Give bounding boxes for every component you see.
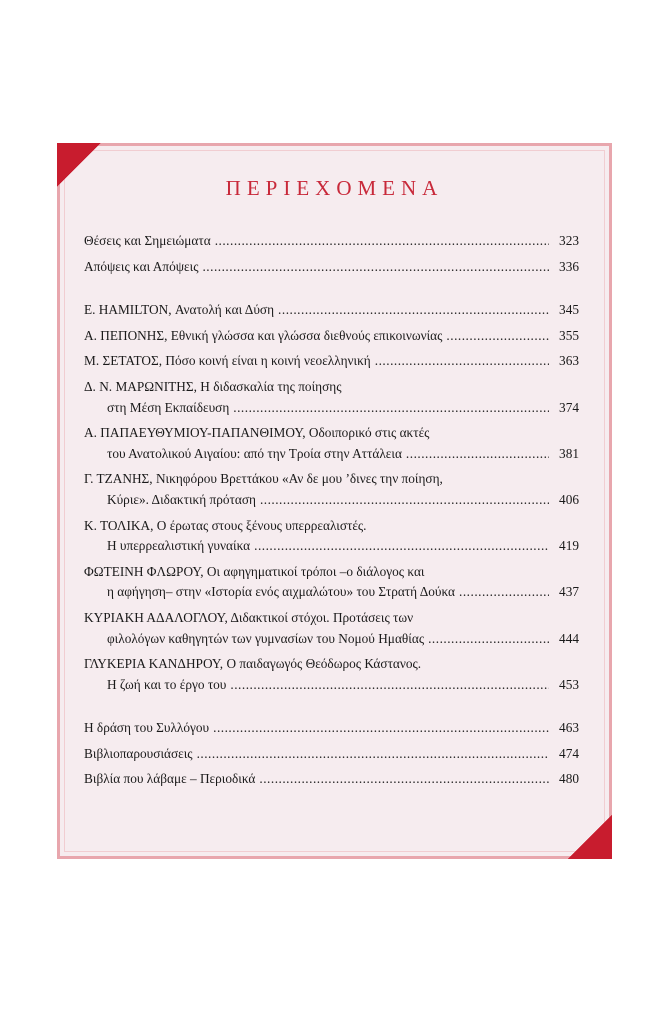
toc-entry-text: Δ. Ν. ΜΑΡΩΝΙΤΗΣ, Η διδασκαλία της ποίησης [84,378,342,394]
dot-leader [260,490,549,511]
toc-entry-line [84,351,579,372]
page-title: ΠΕΡΙΕΧΟΜΕΝΑ [225,176,444,200]
dot-leader [375,351,549,372]
toc-entry-line [84,654,579,675]
toc-entry-line [84,490,579,511]
toc-entry-text: Γ. ΤΖΑΝΗΣ, Νικηφόρου Βρεττάκου «Αν δε μου ’δινες την ποίηση, [84,471,443,487]
toc-entry-text: ΦΩΤΕΙΝΗ ΦΛΩΡΟΥ, Οι αφηγηματικοί τρόποι –ο διάλογος και [84,563,425,579]
toc-entry-text: στη Μέση Εκπαίδευση [107,399,230,415]
toc-entry-text: Μ. ΣΕΤΑΤΟΣ, Πόσο κοινή είναι η κοινή νεοελληνική [84,353,371,369]
dot-leader [278,300,549,321]
toc-entry-line [84,744,579,765]
toc-entry[interactable] [84,377,579,418]
dot-leader [213,718,549,739]
dot-leader [230,675,549,696]
toc-entry-line [84,257,579,278]
toc-entry-line [84,536,579,557]
toc-entry-text: ΚΥΡΙΑΚΗ ΑΔΑΛΟΓΛΟΥ, Διδακτικοί στόχοι. Προτάσεις των [84,609,414,625]
page-number: 444 [559,630,579,646]
toc-entry-line [84,231,579,252]
dot-leader [215,231,549,252]
toc-entry[interactable] [84,257,579,278]
page-number: 355 [559,327,579,343]
toc-entry[interactable] [84,608,579,649]
toc-entry-text: Βιβλιοπαρουσιάσεις [84,745,193,761]
dot-leader [259,769,549,790]
toc-entry-line [84,769,579,790]
toc-entry-line [84,608,579,629]
toc-entry-line [84,398,579,419]
dot-leader [202,257,549,278]
toc-entry[interactable] [84,423,579,464]
toc-entry[interactable] [84,654,579,695]
toc-entry[interactable] [84,469,579,510]
corner-ornament-bottom-right [568,815,612,859]
toc-entry-line [84,377,579,398]
page-number: 474 [559,745,579,761]
dot-leader [406,444,549,465]
page-number: 323 [559,233,579,248]
dot-leader [459,582,549,603]
toc-entry-text: Η δράση του Συλλόγου [84,720,210,736]
page-number: 374 [559,399,579,415]
toc-entry-text: ΓΛΥΚΕΡΙΑ ΚΑΝΔΗΡΟΥ, Ο παιδαγωγός Θεόδωρος Κάστανος. [84,656,422,672]
toc-entry[interactable] [84,351,579,372]
toc-group [84,300,579,695]
toc-entry-line [84,675,579,696]
page-number: 437 [559,584,579,600]
contents-panel [57,143,612,859]
toc-entry-line [84,582,579,603]
toc-entry[interactable] [84,300,579,321]
toc-entry-text: Θέσεις και Σημειώματα [84,233,211,248]
toc-entry-text: Απόψεις και Απόψεις [84,258,199,274]
toc-entry-text: Κύριε». Διδακτική πρόταση [107,491,256,507]
dot-leader [446,326,549,347]
table-of-contents [84,231,579,813]
page-number: 363 [559,353,579,369]
toc-entry-text: φιλολόγων καθηγητών των γυμνασίων του Νομού Ημαθίας [107,630,425,646]
page-number: 381 [559,445,579,461]
page-number: 463 [559,720,579,736]
toc-entry-line [84,300,579,321]
toc-entry[interactable] [84,516,579,557]
toc-entry-text: Α. ΠΕΠΟΝΗΣ, Εθνική γλώσσα και γλώσσα διεθνούς επικοινωνίας [84,327,443,343]
toc-entry-text: Η υπερρεαλιστική γυναίκα [107,538,251,554]
toc-entry-text: Ε. HAMILTON, Ανατολή και Δύση [84,302,275,318]
toc-group [84,231,579,277]
page-number: 406 [559,491,579,507]
page-number: 453 [559,676,579,692]
toc-entry[interactable] [84,718,579,739]
toc-entry-line [84,562,579,583]
dot-leader [254,536,549,557]
toc-entry-line [84,444,579,465]
dot-leader [428,629,549,650]
toc-entry-text: Η ζωή και το έργο του [107,676,227,692]
dot-leader [197,744,549,765]
toc-entry-line [84,718,579,739]
toc-entry-line [84,516,579,537]
toc-entry[interactable] [84,326,579,347]
toc-entry-text: Κ. ΤΟΛΙΚΑ, Ο έρωτας στους ξένους υπερρεαλιστές. [84,517,367,533]
toc-entry-line [84,469,579,490]
page-number: 419 [559,538,579,554]
page-number: 336 [559,258,579,274]
dot-leader [233,398,549,419]
toc-entry-line [84,326,579,347]
toc-entry-text: του Ανατολικού Αιγαίου: από την Τροία στην Αττάλεια [107,445,402,461]
toc-entry-text: Α. ΠΑΠΑΕΥΘΥΜΙΟΥ-ΠΑΠΑΝΘΙΜΟΥ, Οδοιπορικό στις ακτές [84,425,430,441]
toc-group [84,718,579,790]
page-number: 480 [559,771,579,787]
toc-entry[interactable] [84,562,579,603]
toc-entry[interactable] [84,744,579,765]
toc-entry[interactable] [84,231,579,252]
toc-entry-text: Βιβλία που λάβαμε – Περιοδικά [84,771,256,787]
toc-entry[interactable] [84,769,579,790]
toc-entry-text: η αφήγηση– στην «Ιστορία ενός αιχμαλώτου» του Στρατή Δούκα [107,584,456,600]
page-number: 345 [559,302,579,318]
toc-entry-line [84,629,579,650]
toc-entry-line [84,423,579,444]
